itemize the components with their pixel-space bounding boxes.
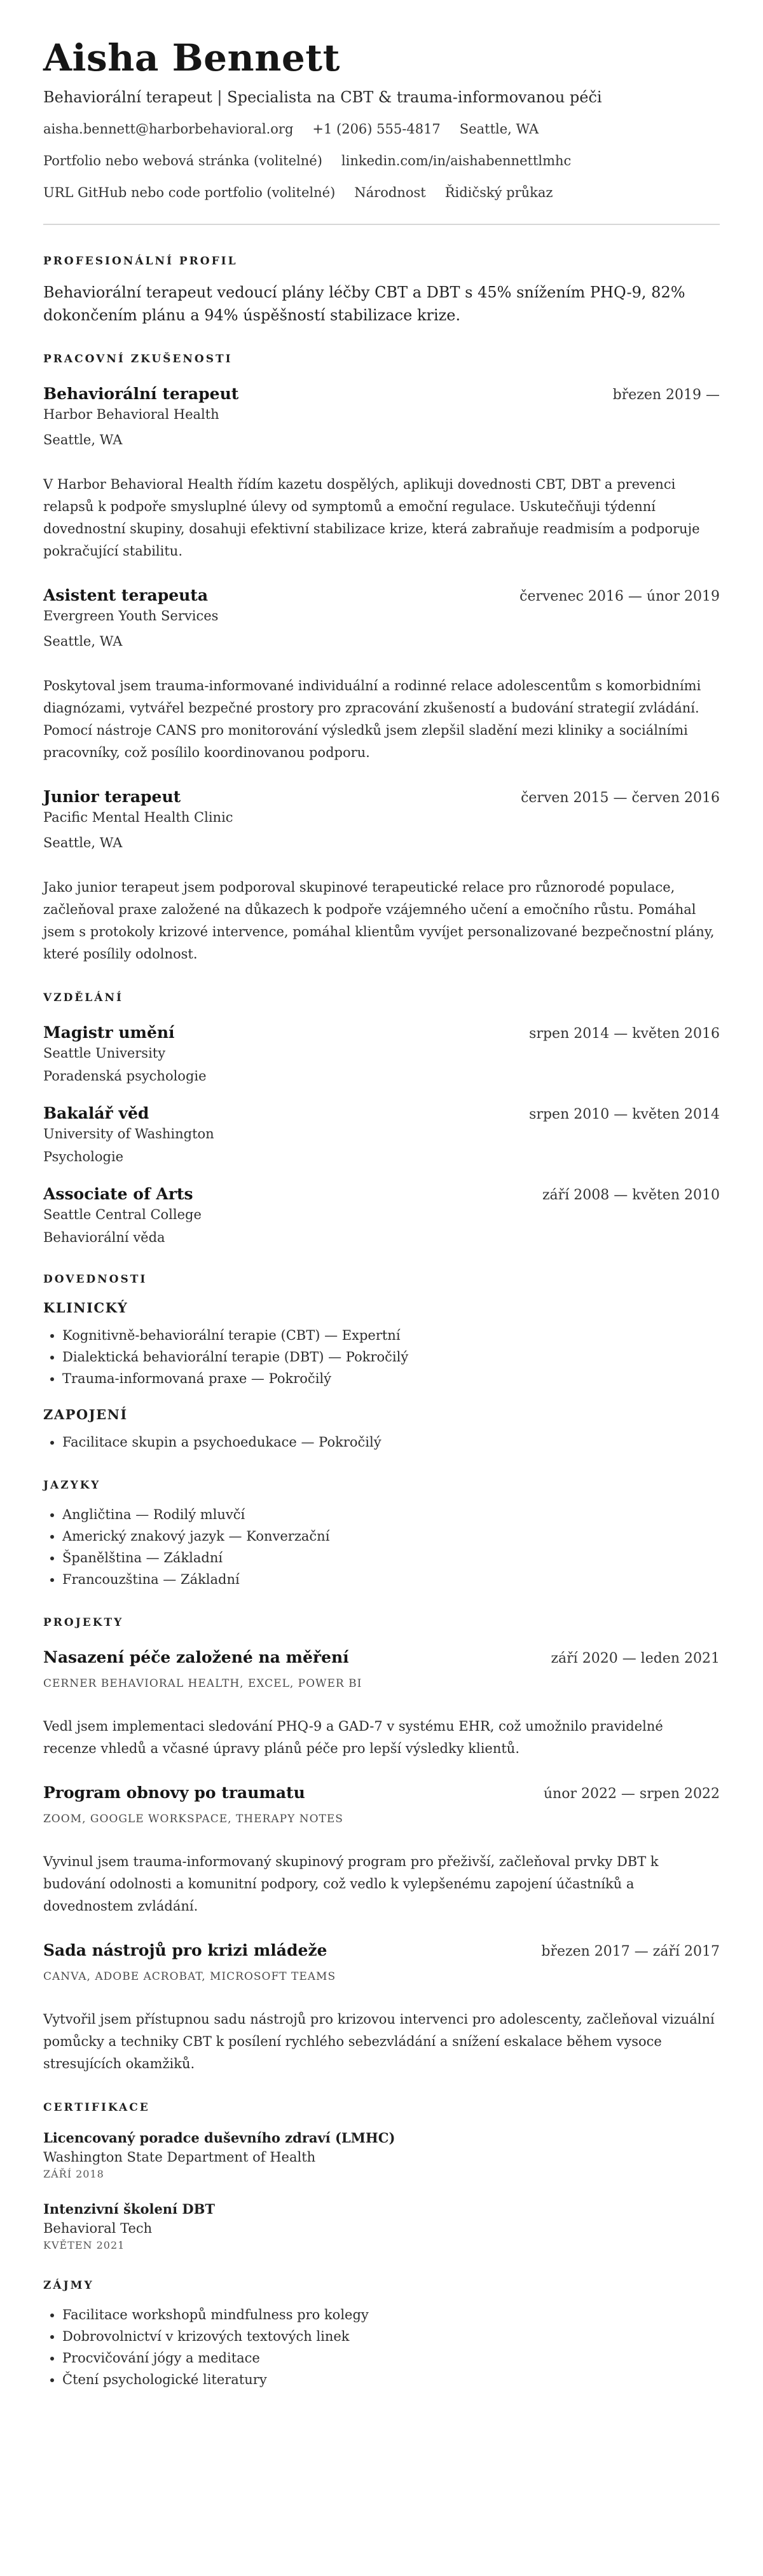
job-dates: červenec 2016 — únor 2019 bbox=[519, 589, 720, 604]
education-entry bbox=[43, 1023, 720, 1086]
degree: Magistr umění bbox=[43, 1023, 175, 1042]
interest-item: • Čtení psychologické literatury bbox=[62, 2369, 720, 2390]
contact-row-1 bbox=[43, 119, 720, 139]
employer: Pacific Mental Health Clinic bbox=[43, 810, 233, 825]
phone-number: +1 (206) 555-4817 bbox=[312, 121, 441, 137]
experience-entry-header bbox=[43, 787, 720, 808]
certification-date: KVĚTEN 2021 bbox=[43, 2239, 125, 2251]
degree: Associate of Arts bbox=[43, 1185, 193, 1203]
certification-name: Licencovaný poradce duševního zdraví (LMHC) bbox=[43, 2130, 395, 2146]
education-entry-header bbox=[43, 1103, 720, 1124]
interests-section bbox=[43, 2279, 720, 2390]
job-title: Behaviorální terapeut bbox=[43, 385, 239, 403]
job-title: Asistent terapeuta bbox=[43, 586, 209, 604]
section-title-interests: ZÁJMY bbox=[43, 2279, 94, 2292]
language-item: • Španělština — Základní bbox=[62, 1547, 720, 1569]
profile-summary: Behaviorální terapeut vedoucí plány léčby CBT a DBT s 45% snížením PHQ-9, 82% dokončením plánu a 94% úspěšností stabilizace krize. bbox=[43, 283, 685, 324]
job-dates: červen 2015 — červen 2016 bbox=[521, 790, 720, 806]
project-entry bbox=[43, 1647, 720, 1760]
project-entry bbox=[43, 1783, 720, 1918]
project-name: Sada nástrojů pro krizi mládeže bbox=[43, 1941, 327, 1959]
project-tech: CANVA, ADOBE ACROBAT, MICROSOFT TEAMS bbox=[43, 1970, 336, 1983]
education-entry bbox=[43, 1184, 720, 1247]
language-item: • Francouzština — Základní bbox=[62, 1569, 720, 1590]
education-entry-header bbox=[43, 1023, 720, 1044]
experience-entry bbox=[43, 384, 720, 562]
education-dates: září 2008 — květen 2010 bbox=[542, 1187, 720, 1203]
skill-item: • Dialektická behaviorální terapie (DBT) — Pokročilý bbox=[62, 1346, 720, 1368]
contact-row-3 bbox=[43, 183, 720, 202]
linkedin-link[interactable]: linkedin.com/in/aishabennettlmhc bbox=[341, 153, 572, 168]
school: University of Washington bbox=[43, 1126, 214, 1141]
skills-section bbox=[43, 1272, 720, 1453]
job-location: Seattle, WA bbox=[43, 634, 123, 649]
drivers-license: Řidičský průkaz bbox=[444, 185, 553, 200]
project-entry-header bbox=[43, 1940, 720, 1961]
certification-issuer: Washington State Department of Health bbox=[43, 2150, 316, 2165]
interest-item: • Facilitace workshopů mindfulness pro kolegy bbox=[62, 2304, 720, 2326]
nationality: Národnost bbox=[354, 185, 426, 200]
degree: Bakalář věd bbox=[43, 1104, 149, 1122]
language-list bbox=[43, 1504, 720, 1590]
job-title: Junior terapeut bbox=[43, 787, 181, 806]
certifications-section bbox=[43, 2101, 720, 2253]
project-name: Program obnovy po traumatu bbox=[43, 1783, 305, 1802]
skill-category: KLINICKÝ bbox=[43, 1300, 128, 1316]
education-section bbox=[43, 991, 720, 1247]
certification-issuer: Behavioral Tech bbox=[43, 2221, 153, 2236]
education-entry bbox=[43, 1103, 720, 1166]
section-title-education: VZDĚLÁNÍ bbox=[43, 992, 123, 1004]
education-dates: srpen 2014 — květen 2016 bbox=[529, 1026, 720, 1042]
project-entry-header bbox=[43, 1783, 720, 1804]
certification-entry bbox=[43, 2200, 720, 2253]
school: Seattle Central College bbox=[43, 1207, 202, 1222]
experience-entry bbox=[43, 787, 720, 965]
project-dates: září 2020 — leden 2021 bbox=[551, 1651, 720, 1666]
project-tech: CERNER BEHAVIORAL HEALTH, EXCEL, POWER BI bbox=[43, 1677, 362, 1690]
school: Seattle University bbox=[43, 1046, 166, 1061]
skill-item: • Facilitace skupin a psychoedukace — Pokročilý bbox=[62, 1431, 720, 1453]
job-description: V Harbor Behavioral Health řídím kazetu dospělých, aplikuji dovednosti CBT, DBT a prevenci relapsů k podpoře smysluplné úlevy od symptomů a emoční regulace. Uskutečňuji týdenní dovednostní skupiny, dosahuji efektivní stabilizace krize, která zabraňuje readmisím a podporuje pokračující stabilitu. bbox=[43, 477, 700, 559]
field-of-study: Poradenská psychologie bbox=[43, 1068, 207, 1084]
skill-item: • Trauma-informovaná praxe — Pokročilý bbox=[62, 1368, 720, 1389]
project-description: Vytvořil jsem přístupnou sadu nástrojů pro krizovou intervenci pro adolescenty, začleňoval vizuální pomůcky a techniky CBT k posílení rychlého sebezvládání a snížení eskalace během vysoce stresujících okamžiků. bbox=[43, 2012, 715, 2071]
interest-item: • Dobrovolnictví v krizových textových linek bbox=[62, 2326, 720, 2347]
project-name: Nasazení péče založené na měření bbox=[43, 1648, 349, 1666]
project-entry bbox=[43, 1940, 720, 2075]
interest-list bbox=[43, 2304, 720, 2390]
project-dates: únor 2022 — srpen 2022 bbox=[543, 1786, 720, 1802]
section-title-projects: PROJEKTY bbox=[43, 1616, 124, 1629]
experience-entry bbox=[43, 585, 720, 764]
resume-header bbox=[43, 36, 720, 202]
certification-name: Intenzivní školení DBT bbox=[43, 2201, 215, 2217]
profile-section bbox=[43, 254, 720, 327]
skill-item: • Kognitivně-behaviorální terapie (CBT) — Expertní bbox=[62, 1325, 720, 1346]
education-entry-header bbox=[43, 1184, 720, 1205]
project-dates: březen 2017 — září 2017 bbox=[541, 1944, 720, 1959]
skill-list bbox=[43, 1325, 720, 1389]
employer: Harbor Behavioral Health bbox=[43, 407, 219, 422]
section-title-experience: PRACOVNÍ ZKUŠENOSTI bbox=[43, 353, 233, 365]
experience-entry-header bbox=[43, 585, 720, 606]
experience-section bbox=[43, 352, 720, 965]
candidate-name: Aisha Bennett bbox=[43, 36, 340, 79]
project-entry-header bbox=[43, 1647, 720, 1668]
projects-section bbox=[43, 1616, 720, 2075]
language-item: • Angličtina — Rodilý mluvčí bbox=[62, 1504, 720, 1525]
project-tech: ZOOM, GOOGLE WORKSPACE, THERAPY NOTES bbox=[43, 1813, 343, 1825]
experience-entry-header bbox=[43, 384, 720, 405]
headline: Behaviorální terapeut | Specialista na CBT & trauma-informovanou péči bbox=[43, 88, 602, 106]
language-item: • Americký znakový jazyk — Konverzační bbox=[62, 1525, 720, 1547]
job-location: Seattle, WA bbox=[43, 432, 123, 447]
contact-row-2 bbox=[43, 151, 720, 170]
interest-item: • Procvičování jógy a meditace bbox=[62, 2347, 720, 2369]
location: Seattle, WA bbox=[459, 121, 539, 137]
education-dates: srpen 2010 — květen 2014 bbox=[529, 1107, 720, 1122]
section-title-skills: DOVEDNOSTI bbox=[43, 1273, 148, 1286]
section-title-certifications: CERTIFIKACE bbox=[43, 2101, 150, 2114]
github-link[interactable]: URL GitHub nebo code portfolio (volitelné) bbox=[43, 185, 336, 200]
skill-list bbox=[43, 1431, 720, 1453]
job-dates: březen 2019 — bbox=[612, 387, 720, 403]
section-title-profile: PROFESIONÁLNÍ PROFIL bbox=[43, 255, 238, 268]
project-description: Vyvinul jsem trauma-informovaný skupinový program pro přeživší, začleňoval prvky DBT k budování odolnosti a komunitní podpory, což vedlo k vylepšenému zapojení účastníků a dovednostem zvládání. bbox=[43, 1854, 659, 1914]
job-description: Jako junior terapeut jsem podporoval skupinové terapeutické relace pro různorodé populace, začleňoval praxe založené na důkazech k podpoře vzájemného učení a emočního růstu. Pomáhal jsem s protokoly krizové intervence, pomáhal klientům vyvíjet personalizované bezpečnostní plány, které posílily odolnost. bbox=[43, 880, 715, 962]
job-description: Poskytoval jsem trauma-informované individuální a rodinné relace adolescentům s komorbidními diagnózami, vytvářel bezpečné prostory pro zpracování zkušeností a budování strategií zvládání. Pomocí nástroje CANS pro monitorování výsledků jsem zlepšil sladění mezi kliniky a sociálními pracovníky, což posílilo koordinovanou podporu. bbox=[43, 678, 701, 760]
email-link[interactable]: aisha.bennett@harborbehavioral.org bbox=[43, 121, 294, 137]
skill-category: ZAPOJENÍ bbox=[43, 1407, 128, 1422]
certification-entry bbox=[43, 2129, 720, 2182]
field-of-study: Psychologie bbox=[43, 1149, 124, 1164]
certification-date: ZÁŘÍ 2018 bbox=[43, 2168, 104, 2180]
employer: Evergreen Youth Services bbox=[43, 608, 219, 624]
job-location: Seattle, WA bbox=[43, 835, 123, 850]
languages-section bbox=[43, 1478, 720, 1590]
header-divider bbox=[43, 224, 720, 225]
section-title-languages: JAZYKY bbox=[43, 1479, 101, 1492]
field-of-study: Behaviorální věda bbox=[43, 1230, 165, 1245]
portfolio-link[interactable]: Portfolio nebo webová stránka (volitelné) bbox=[43, 153, 322, 168]
project-description: Vedl jsem implementaci sledování PHQ-9 a GAD-7 v systému EHR, což umožnilo pravidelné recenze vhledů a včasné úpravy plánů péče pro lepší výsledky klientů. bbox=[43, 1719, 663, 1756]
